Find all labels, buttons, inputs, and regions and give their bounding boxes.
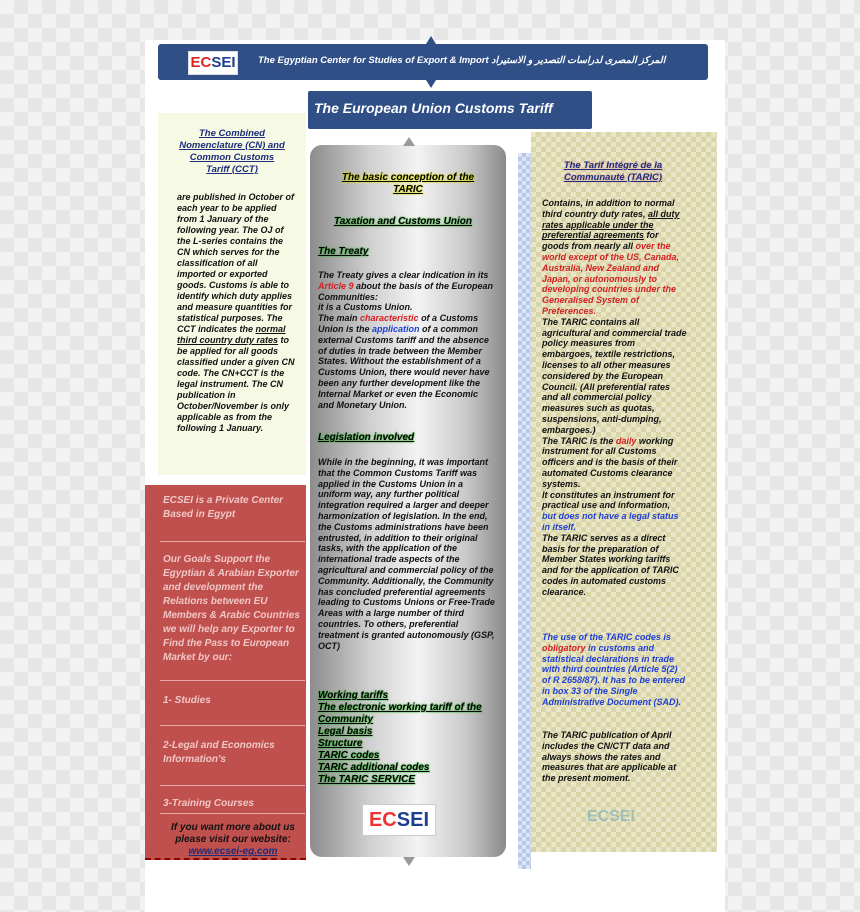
taric-body-1: Contains, in addition to normal third country duty rates, all duty rates applicable under the preferential agreements for goods from nearly all over the world except of the US, Canada, Australia, New Zealand and Japan, or autonomously to developing countries under the Generalised System of Preferences. The TARIC contains all agricultural and commercial trade policy measures from embargoes, textile restrictions, licenses to all other measures considered by the European Council. (All preferential rates and all commercial policy measures such as quotas, suspensions, anti-dumping, embargoes.) The TARIC is the daily working instrument for all Customs officers and is the basis of their automated Customs clearance systems. It constitutes an instrument for practical use and information, but does not have a legal status in itself. The TARIC serves as a direct basis for the preparation of Member States working tariffs and for the application of TARIC codes in automated customs clearance.	[542, 198, 687, 597]
promo-footer: If you want more about us please visit our website: www.ecsei-eg.com	[171, 822, 295, 857]
link-taric-additional-codes[interactable]: TARIC additional codes	[318, 762, 430, 773]
ecsei-logo: ECSEI	[188, 51, 238, 75]
link-legal-basis[interactable]: Legal basis	[318, 726, 373, 737]
promo-legal: 2-Legal and Economics Information's	[163, 740, 275, 765]
link-structure[interactable]: Structure	[318, 738, 363, 749]
promo-intro: ECSEI is a Private Center Based in Egypt	[163, 495, 284, 520]
header-arrow-top	[426, 36, 436, 44]
ecsei-logo: ECSEI	[362, 804, 436, 836]
promo-divider	[160, 680, 305, 681]
promo-divider	[160, 785, 305, 786]
promo-divider	[160, 725, 305, 726]
link-taric-service[interactable]: The TARIC SERVICE	[318, 774, 416, 785]
treaty-heading: The Treaty	[318, 246, 369, 257]
taric-body-3: The TARIC publication of April includes the CN/CTT data and always shows the rates and measures that are applicable at the present moment.	[542, 730, 677, 784]
cn-cct-heading: The Combined Nomenclature (CN) and Common Customs Tariff (CCT)	[179, 128, 285, 175]
cn-cct-body: are published in October of each year to be applied from 1 January of the following year. The OJ of the L-series contains the CN which serves for the classification of all imported or exported goods. Customs is able to identify which duty applies and measure quantities for statistical purposes. The CCT indicates the normal third country duty rates to be applied for all goods classified under a given CN code. The CN+CCT is the legal instrument. The CN publication in October/November is only applicable as from the following 1 January.	[177, 192, 295, 433]
promo-divider	[160, 813, 305, 814]
taric-heading: The Tarif Intégré de la Communauté (TARIC)	[563, 160, 663, 183]
legislation-body: While in the beginning, it was important that the Common Customs Tariff was applied in the Customs Union in a uniform way, any further political integration required a larger and deeper harmonization of legislation. In the end, the Customs administrations have been entrusted, in addition to their original tasks, with the application of the international trade aspects of the agricultural and commercial policy of the Community. Additionally, the Community has concluded preferential agreements leading to Customs Unions or Free-Trade Areas with a large number of third countries. To others, preferential treatment is granted autonomously (GSP, OCT)	[318, 457, 495, 651]
taxation-subheading: Taxation and Customs Union	[334, 216, 472, 227]
panel-notch-bottom	[403, 857, 415, 866]
document-title-box	[308, 91, 592, 129]
header-arrow-bottom	[426, 80, 436, 88]
taric-body-2: The use of the TARIC codes is obligatory in customs and statistical declarations in trade with third countries (Article 5(2) of R 2658/87). It has to be entered in box 33 of the Single Administrative Document (SAD).	[542, 632, 686, 707]
link-working-tariffs[interactable]: Working tariffs	[318, 690, 389, 701]
taric-conception-heading: The basic conception of the TARIC	[341, 172, 475, 195]
treaty-body: The Treaty gives a clear indication in its Article 9 about the basis of the European Communities: it is a Customs Union. The main characteristic of a Customs Union is the application of a common external Customs tariff and the absence of duties in trade between the Member States. Without the establishment of a Customs Union, there would never have been any further development like the Internal Market or even the Economic and Monetary Union.	[318, 270, 494, 410]
ecsei-logo-faded: ECSEI	[586, 808, 635, 825]
document-title: The European Union Customs Tariff	[314, 100, 553, 116]
link-taric-codes[interactable]: TARIC codes	[318, 750, 380, 761]
website-link[interactable]: www.ecsei-eg.com	[188, 846, 278, 857]
promo-goals: Our Goals Support the Egyptian & Arabian Exporter and development the Relations between EU Members & Arabic Countries we will help any Exporter to Find the Pass to European Market by our:	[163, 554, 300, 663]
header-bar	[158, 44, 708, 80]
promo-studies: 1- Studies	[163, 695, 211, 706]
promo-divider	[160, 541, 305, 542]
panel-notch-top	[403, 137, 415, 146]
legislation-heading: Legislation involved	[318, 432, 415, 443]
decorative-edge	[518, 153, 531, 869]
promo-training: 3-Training Courses	[163, 798, 254, 809]
link-electronic-tariff[interactable]: The electronic working tariff of the Community	[318, 702, 482, 725]
header-title: The Egyptian Center for Studies of Export & Import المركز المصرى لدراسات التصدير و الاستيراد	[258, 55, 666, 66]
